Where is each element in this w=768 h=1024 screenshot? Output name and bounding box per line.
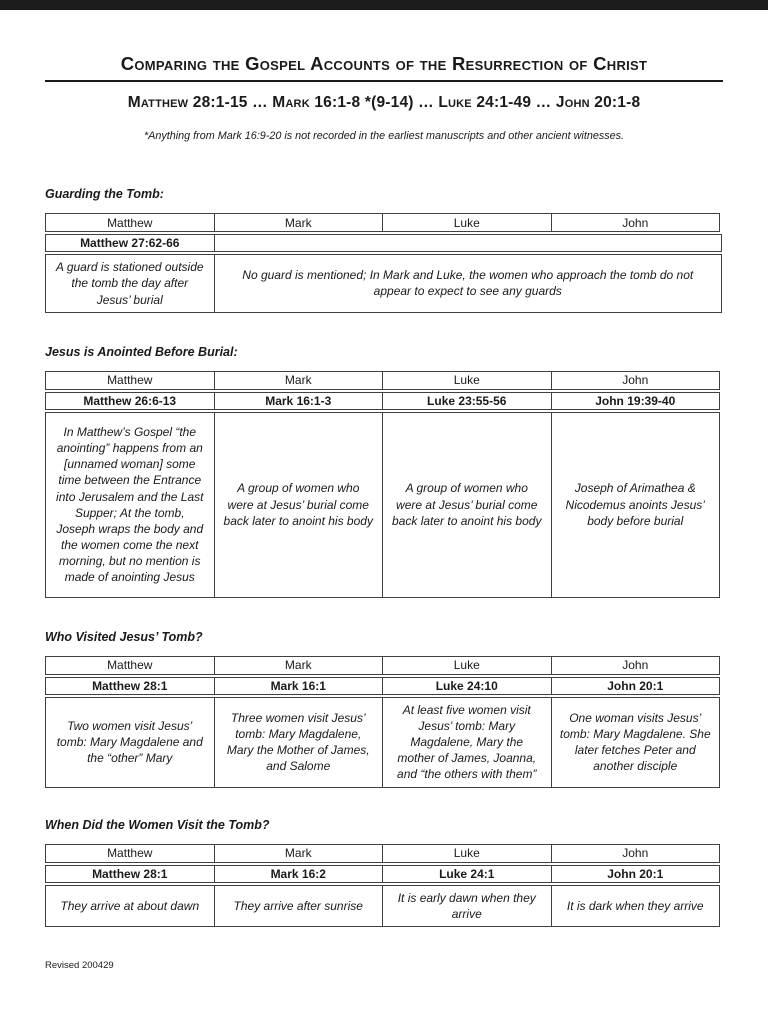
cell-matthew-visitors: Two women visit Jesus’ tomb: Mary Magdalene and the “other” Mary <box>45 697 215 788</box>
scripture-ref-matthew: Matthew 26:6-13 <box>45 392 215 410</box>
header-cell-john: John <box>551 656 721 675</box>
scripture-ref-john: John 20:1 <box>551 865 721 883</box>
table-header-row <box>45 656 723 675</box>
scripture-ref-mark: Mark 16:1-3 <box>214 392 384 410</box>
document-subtitle: Matthew 28:1-15 … Mark 16:1-8 *(9-14) … Luke 24:1-49 … John 20:1-8 <box>127 94 641 112</box>
header-cell-john: John <box>551 213 721 232</box>
scripture-ref-row <box>45 392 723 410</box>
manuscript-note: *Anything from Mark 16:9-20 is not recorded in the earliest manuscripts and other ancient witnesses. <box>143 130 625 143</box>
header-cell-mark: Mark <box>214 656 384 675</box>
cell-john-visitors: One woman visits Jesus’ tomb: Mary Magdalene. She later fetches Peter and another disciple <box>551 697 721 788</box>
when-table <box>45 844 723 927</box>
table-content-row <box>45 254 723 313</box>
document-page <box>0 52 768 927</box>
table-content-row <box>45 697 723 788</box>
header-cell-mark: Mark <box>214 844 384 863</box>
header-cell-mark: Mark <box>214 213 384 232</box>
visited-table <box>45 656 723 788</box>
anointed-table <box>45 371 723 598</box>
cell-merged-no-guard: No guard is mentioned; In Mark and Luke, the women who approach the tomb do not appear to expect to see any guards <box>214 254 723 313</box>
scripture-ref-john: John 19:39-40 <box>551 392 721 410</box>
cell-luke-time: It is early dawn when they arrive <box>382 885 552 927</box>
table-header-row <box>45 371 723 390</box>
section-heading-guarding: Guarding the Tomb: <box>45 187 164 202</box>
table-content-row <box>45 412 723 598</box>
viewer-top-bar <box>0 0 768 10</box>
scripture-ref-john: John 20:1 <box>551 677 721 695</box>
cell-matthew-guard: A guard is stationed outside the tomb the day after Jesus’ burial <box>45 254 215 313</box>
header-cell-matthew: Matthew <box>45 844 215 863</box>
cell-luke-anointing: A group of women who were at Jesus’ burial come back later to anoint his body <box>382 412 552 598</box>
section-heading-anointed: Jesus is Anointed Before Burial: <box>45 344 238 359</box>
table-header-row <box>45 213 723 232</box>
table-header-row <box>45 844 723 863</box>
cell-matthew-anointing: In Matthew’s Gospel “the anointing” happens from an [unnamed woman] some time between the Entrance into Jerusalem and the Last Supper; At the tomb, Joseph wraps the body and the women come the next morning, but no mention is made of anointing Jesus <box>45 412 215 598</box>
scripture-ref-luke: Luke 24:10 <box>382 677 552 695</box>
header-cell-john: John <box>551 844 721 863</box>
cell-matthew-time: They arrive at about dawn <box>45 885 215 927</box>
cell-john-time: It is dark when they arrive <box>551 885 721 927</box>
cell-luke-visitors: At least five women visit Jesus’ tomb: Mary Magdalene, Mary the mother of James, Joanna, and “the others with them” <box>382 697 552 788</box>
guarding-table <box>45 213 723 313</box>
cell-mark-time: They arrive after sunrise <box>214 885 384 927</box>
header-cell-matthew: Matthew <box>45 371 215 390</box>
cell-mark-visitors: Three women visit Jesus’ tomb: Mary Magdalene, Mary the Mother of James, and Salome <box>214 697 384 788</box>
scripture-ref-luke: Luke 23:55-56 <box>382 392 552 410</box>
scripture-ref-mark: Mark 16:1 <box>214 677 384 695</box>
document-title: Comparing the Gospel Accounts of the Resurrection of Christ <box>120 53 648 74</box>
table-content-row <box>45 885 723 927</box>
header-cell-mark: Mark <box>214 371 384 390</box>
scripture-ref-matthew: Matthew 28:1 <box>45 677 215 695</box>
section-heading-visited: Who Visited Jesus’ Tomb? <box>45 629 203 644</box>
header-cell-matthew: Matthew <box>45 656 215 675</box>
header-cell-luke: Luke <box>382 656 552 675</box>
section-heading-when: When Did the Women Visit the Tomb? <box>45 817 270 832</box>
scripture-ref-matthew: Matthew 27:62-66 <box>45 234 215 252</box>
cell-john-anointing: Joseph of Arimathea & Nicodemus anoints Jesus’ body before burial <box>551 412 721 598</box>
footer-revision: Revised 200429 <box>45 960 114 971</box>
header-cell-matthew: Matthew <box>45 213 215 232</box>
title-rule <box>45 80 723 82</box>
scripture-ref-row <box>45 234 723 252</box>
header-cell-luke: Luke <box>382 371 552 390</box>
scripture-ref-row <box>45 677 723 695</box>
scripture-ref-luke: Luke 24:1 <box>382 865 552 883</box>
scripture-ref-row <box>45 865 723 883</box>
header-cell-luke: Luke <box>382 213 552 232</box>
cell-mark-anointing: A group of women who were at Jesus’ burial come back later to anoint his body <box>214 412 384 598</box>
scripture-ref-mark: Mark 16:2 <box>214 865 384 883</box>
scripture-ref-matthew: Matthew 28:1 <box>45 865 215 883</box>
header-cell-luke: Luke <box>382 844 552 863</box>
scripture-ref-empty <box>214 234 723 252</box>
header-cell-john: John <box>551 371 721 390</box>
